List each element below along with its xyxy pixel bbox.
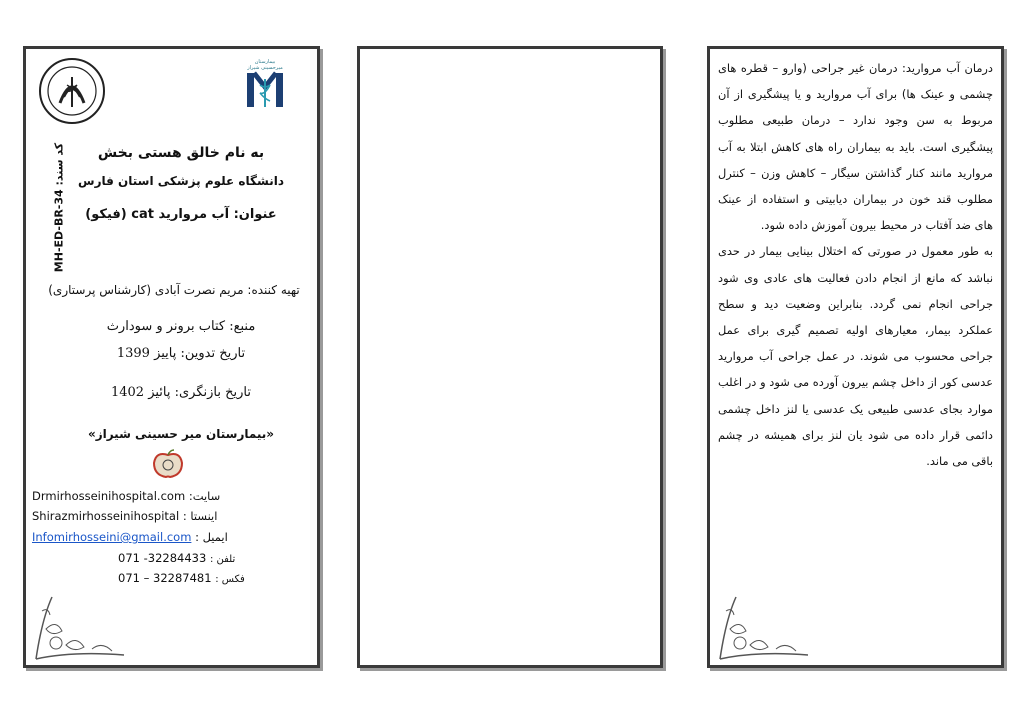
floral-corner-ornament-icon [716,589,812,661]
email-link[interactable]: Infomirhosseini@gmail.com [32,530,192,544]
insta-label: : اینستا [182,509,218,523]
phone-label: : تلفن [209,554,236,565]
compiled-date: تاریخ تدوین: پاییز 1399 [116,346,246,361]
body-text [718,55,993,474]
contact-instagram [32,509,268,523]
contact-site [32,489,268,503]
svg-text:میرحسینی شیراز: میرحسینی شیراز [247,65,283,71]
paragraph-2: به طور معمول در صورتی که اختلال بینایی بیمار در حدی نباشد که مانع از انجام دادن فعالیت های عادی وی شود جراحی انجام نمی گردد. بنابراین وضعیت دید و سطح عملکرد بیمار، معیارهای اولیه تصمیم گیری برای عمل جراحی محسوب می شوند. در عمل جراحی آب مروارید عدسی کور از داخل چشم بیرون آورده می شود و در اغلب موارد بجای عدسی طبیعی یک عدسی یا لنز داخل چشمی دائمی قرار داده می شود یان لنز برای همیشه در چشم باقی می ماند. [718,244,993,469]
content-panel [707,46,1004,668]
contact-phone [118,551,354,565]
title-line-3: عنوان: آب مروارید cat (فیکو) [85,207,277,222]
blank-panel [357,46,663,668]
health-apple-icon [148,449,188,479]
fax-value: 071 – 32287481 [118,571,212,585]
prepared-by: تهیه کننده: مریم نصرت آبادی (کارشناس پرستاری) [48,283,300,297]
email-label: : ایمیل [195,530,228,544]
document-code: کد سند: MH-ED-BR-34 [52,142,66,273]
hospital-logo-icon [243,57,287,111]
contact-email [32,530,268,544]
university-seal-icon [38,57,106,125]
fax-label: : فکس [215,574,245,585]
contact-fax [118,571,354,585]
cover-panel [23,46,320,668]
hospital-name: «بیمارستان میر حسینی شیراز» [87,427,275,441]
title-line-2: دانشگاه علوم پزشکی استان فارس [78,174,284,188]
phone-value: 071 -32284433 [118,551,207,565]
site-value[interactable]: Drmirhosseinihospital.com [32,489,186,503]
revised-date: تاریخ بازنگری: پائیز 1402 [110,385,252,400]
insta-value[interactable]: Shirazmirhosseinihospital [32,509,180,523]
title-line-1: به نام خالق هستی بخش [97,145,265,161]
source-line: منبع: کتاب برونر و سودارث [106,319,256,334]
floral-corner-ornament-icon [32,589,128,661]
svg-text:بیمارستان: بیمارستان [254,59,276,65]
paragraph-1: درمان آب مروارید: درمان غیر جراحی (وارو – قطره های چشمی و عینک ها) برای آب مروارید و یا پیشگیری از آن مربوط به سن وجود ندارد – درمان طبیعی مطلوب پیشگیری است. باید به بیماران راه های کاهش ابتلا به آب مروارید مانند کنار گذاشتن سیگار – کاهش وزن – کنترل مطلوب قند خون در بیماران دیابیتی و استفاده از عینک های ضد آفتاب در محیط بیرون آموزش داده شود. [718,61,993,233]
site-label: :سایت [188,489,221,503]
